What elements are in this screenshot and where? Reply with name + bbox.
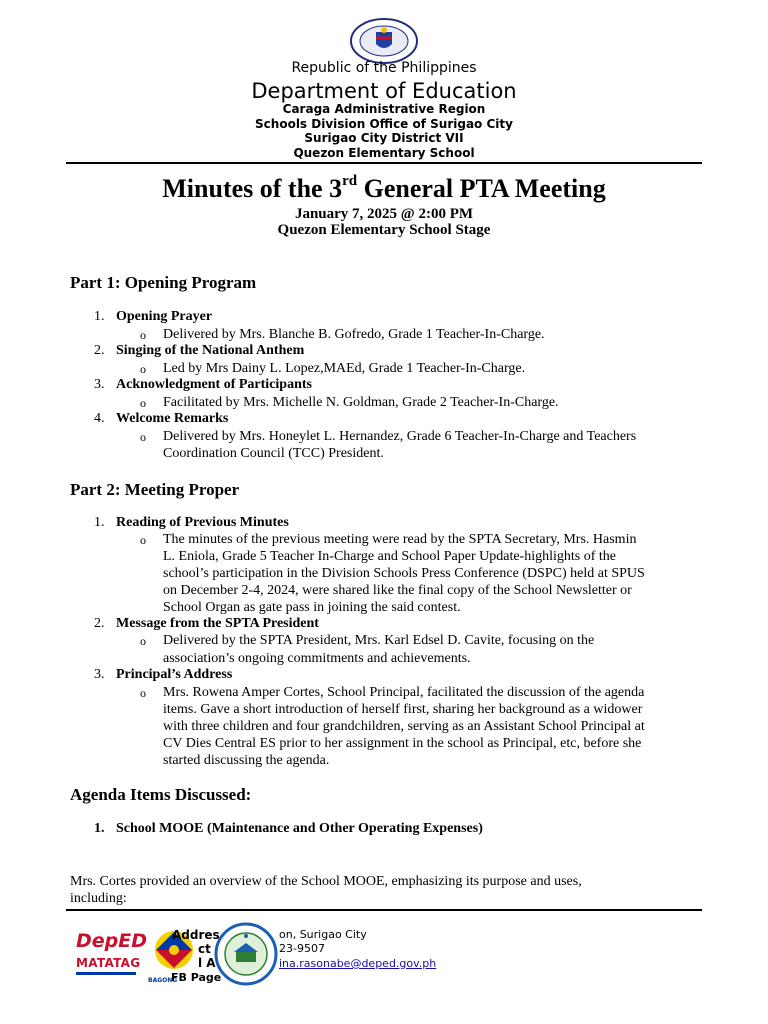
address-fragment: l A <box>198 956 216 970</box>
division-line: Schools Division Office of Surigao City <box>255 117 513 131</box>
list-item-detail: Delivered by Mrs. Blanche B. Gofredo, Grade 1 Teacher-In-Charge. <box>163 327 545 342</box>
list-item-title: Reading of Previous Minutes <box>116 515 289 530</box>
list-item-detail: Delivered by Mrs. Honeylet L. Hernandez, Grade 6 Teacher-In-Charge and Teachers <box>163 429 637 444</box>
list-item-detail: school’s participation in the Division Schools Press Conference (DSPC) held at SPUS <box>163 566 645 581</box>
list-number: 3. <box>94 667 105 682</box>
list-item-detail: Coordination Council (TCC) President. <box>163 446 384 461</box>
list-item-title: Acknowledgment of Participants <box>116 377 312 392</box>
bullet-icon: o <box>140 328 146 342</box>
list-item-detail: The minutes of the previous meeting were read by the SPTA Secretary, Mrs. Hasmin <box>163 532 637 547</box>
list-number: 1. <box>94 309 105 324</box>
list-item-detail: association’s ongoing commitments and achievements. <box>163 651 471 666</box>
document-title: Minutes of the 3rd General PTA Meeting <box>162 173 606 203</box>
list-item-detail: on December 2-4, 2024, were shared like the final copy of the School Newsletter or <box>163 583 632 598</box>
agenda-paragraph-line: including: <box>70 891 127 906</box>
list-number: 3. <box>94 377 105 392</box>
meeting-date: January 7, 2025 @ 2:00 PM <box>294 206 474 222</box>
school-line: Quezon Elementary School <box>293 146 475 160</box>
list-item-detail: School Organ as gate pass in joining the said contest. <box>163 600 461 615</box>
agenda-paragraph-line: Mrs. Cortes provided an overview of the School MOOE, emphasizing its purpose and uses, <box>70 874 582 889</box>
department-title: Department of Education <box>251 79 517 103</box>
list-item-detail: Led by Mrs Dainy L. Lopez,MAEd, Grade 1 Teacher-In-Charge. <box>163 361 526 376</box>
list-item-title: Message from the SPTA President <box>116 616 319 631</box>
bullet-icon: o <box>140 396 146 410</box>
email-link[interactable]: ina.rasonabe@deped.gov.ph <box>279 957 437 970</box>
agenda-heading: Agenda Items Discussed: <box>70 785 252 804</box>
matatag-underline <box>76 972 136 975</box>
agenda-item-title: School MOOE (Maintenance and Other Operating Expenses) <box>116 821 483 836</box>
bagong-text: BAGONG <box>148 977 178 984</box>
bullet-icon: o <box>140 686 146 700</box>
address-label: Addres <box>172 928 220 942</box>
list-item-detail: started discussing the agenda. <box>163 753 330 768</box>
list-number: 1. <box>94 515 105 530</box>
bullet-icon: o <box>140 430 146 444</box>
deped-matatag-logo <box>76 930 148 982</box>
list-item-detail: Delivered by the SPTA President, Mrs. Karl Edsel D. Cavite, focusing on the <box>163 633 595 648</box>
list-number: 2. <box>94 343 105 358</box>
list-item-title: Principal’s Address <box>116 667 233 682</box>
list-item-title: Welcome Remarks <box>116 411 229 426</box>
list-item-detail: L. Eniola, Grade 5 Teacher In-Charge and School Paper Update-highlights of the <box>163 549 616 564</box>
bullet-icon: o <box>140 533 146 547</box>
header-divider <box>66 162 702 164</box>
district-line: Surigao City District VII <box>304 131 464 145</box>
bullet-icon: o <box>140 634 146 648</box>
address-text: on, Surigao City <box>279 928 367 941</box>
list-number: 4. <box>94 411 105 426</box>
part2-heading: Part 2: Meeting Proper <box>70 480 240 499</box>
school-seal-icon <box>214 922 278 986</box>
list-item-title: Opening Prayer <box>116 309 213 324</box>
matatag-text: MATATAG <box>76 956 141 970</box>
list-item-detail: Facilitated by Mrs. Michelle N. Goldman, Grade 2 Teacher-In-Charge. <box>163 395 559 410</box>
phone-text: 23-9507 <box>279 942 325 955</box>
list-item-detail: Mrs. Rowena Amper Cortes, School Principal, facilitated the discussion of the agenda <box>163 685 645 700</box>
list-item-title: Singing of the National Anthem <box>116 343 305 358</box>
region-line: Caraga Administrative Region <box>282 102 486 116</box>
list-number: 2. <box>94 616 105 631</box>
meeting-venue: Quezon Elementary School Stage <box>277 222 491 238</box>
fb-page-label: FB Page <box>171 971 222 984</box>
list-number: 1. <box>94 821 105 836</box>
list-item-detail: with three children and four grandchildren, serving as an Assistant School Principal at <box>163 719 645 734</box>
footer-divider <box>66 909 702 911</box>
republic-line: Republic of the Philippines <box>291 60 477 76</box>
address-fragment: ct <box>198 942 211 956</box>
deped-seal-icon <box>350 18 418 64</box>
bullet-icon: o <box>140 362 146 376</box>
deped-logo-text: DepED <box>76 930 148 952</box>
list-item-detail: items. Gave a short introduction of herself first, sharing her background as a widower <box>163 702 643 717</box>
list-item-detail: CV Dies Central ES prior to her assignment in the school as Principal, etc, before she <box>163 736 642 751</box>
part1-heading: Part 1: Opening Program <box>70 273 257 292</box>
